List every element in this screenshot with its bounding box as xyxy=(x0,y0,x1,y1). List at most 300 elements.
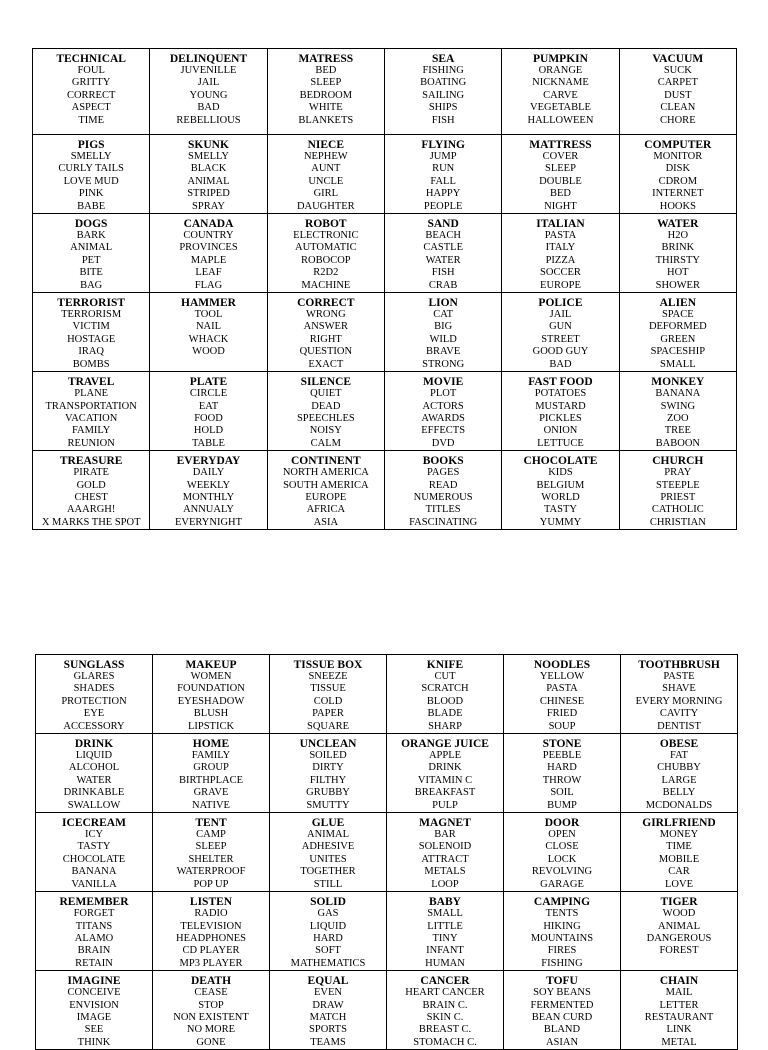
card-word: FORGET xyxy=(73,908,115,920)
card-word: HUMAN xyxy=(425,957,465,969)
card-word: ANIMAL xyxy=(658,920,700,932)
taboo-card xyxy=(150,293,267,372)
taboo-card xyxy=(33,293,150,372)
card-title: MAKEUP xyxy=(185,659,237,671)
card-word: BLOOD xyxy=(426,695,464,707)
card-word: EUROPE xyxy=(305,491,347,503)
card-title: TIGER xyxy=(660,896,698,909)
card-word: CHEST xyxy=(74,491,108,503)
card-word: TASTY xyxy=(77,841,111,853)
taboo-card xyxy=(387,734,504,813)
card-word: TIME xyxy=(78,114,104,126)
card-word: DISK xyxy=(665,163,691,175)
card-word: NUMEROUS xyxy=(413,491,473,503)
card-word: TIME xyxy=(666,841,692,853)
card-title: OBESE xyxy=(659,738,699,751)
card-word: SOILED xyxy=(309,750,347,762)
card-row xyxy=(33,451,737,530)
card-word: TISSUE xyxy=(310,683,346,695)
card-word: HARD xyxy=(313,932,343,944)
card-title: MAGNET xyxy=(419,817,471,830)
card-word: EVEN xyxy=(314,987,342,999)
card-word: BARK xyxy=(76,230,106,242)
card-word: R2D2 xyxy=(313,267,339,279)
card-word: X MARKS THE SPOT xyxy=(41,516,141,528)
card-word: KIDS xyxy=(548,467,573,479)
card-word: CHOCOLATE xyxy=(62,853,126,865)
card-word: DRAW xyxy=(312,999,344,1011)
card-word: GRITTY xyxy=(71,77,111,89)
card-word: MOUNTAINS xyxy=(530,932,594,944)
card-word: SLEEP xyxy=(310,77,342,89)
card-word: SOUTH AMERICA xyxy=(283,479,369,491)
card-word: MAPLE xyxy=(190,254,227,266)
card-word: CATHOLIC xyxy=(651,504,704,516)
card-word: WILD xyxy=(429,333,457,345)
card-word: BLANKETS xyxy=(298,114,354,126)
card-word: FAMILY xyxy=(191,750,231,762)
card-word: RADIO xyxy=(194,908,228,920)
taboo-card xyxy=(621,892,738,971)
card-title: CANADA xyxy=(183,218,234,231)
card-word: PROTECTION xyxy=(61,695,127,707)
card-word: TASTY xyxy=(543,504,577,516)
card-title: DOGS xyxy=(74,218,108,231)
card-title: NIECE xyxy=(307,139,345,151)
card-word: MONTHLY xyxy=(182,491,235,503)
card-word: REBELLIOUS xyxy=(176,114,241,126)
card-word: WHACK xyxy=(188,333,229,345)
card-word: SHOWER xyxy=(655,279,700,291)
card-word: AFRICA xyxy=(306,504,346,516)
card-title: LION xyxy=(428,297,458,310)
card-title: PLATE xyxy=(189,376,228,389)
taboo-card xyxy=(33,214,150,293)
card-word: BRAIN C. xyxy=(422,999,468,1011)
card-word: ANNUALY xyxy=(183,504,234,516)
card-word: WRONG xyxy=(305,309,346,321)
card-word: METAL xyxy=(661,1036,697,1048)
card-title: TOFU xyxy=(546,975,578,988)
taboo-card xyxy=(621,971,738,1050)
taboo-card xyxy=(153,971,270,1050)
taboo-card xyxy=(384,451,501,530)
card-word: ALAMO xyxy=(74,932,114,944)
card-word: CALM xyxy=(310,437,341,449)
card-word: SOFT xyxy=(315,945,341,957)
taboo-card xyxy=(33,49,150,135)
card-word: WORLD xyxy=(541,491,580,503)
card-word: VACATION xyxy=(65,412,118,424)
card-word: CUT xyxy=(434,671,456,682)
taboo-card xyxy=(267,49,384,135)
card-word: LEAF xyxy=(195,267,222,279)
card-word: SQUARE xyxy=(306,720,349,732)
card-word: LOCK xyxy=(547,853,577,865)
taboo-card xyxy=(502,214,619,293)
card-word: NOISY xyxy=(309,425,342,437)
card-word: CASTLE xyxy=(423,242,463,254)
card-word: CLEAN xyxy=(660,102,696,114)
taboo-card xyxy=(504,971,621,1050)
card-word: MONITOR xyxy=(653,151,703,162)
card-word: NIGHT xyxy=(544,200,577,212)
card-word: GONE xyxy=(196,1036,226,1048)
card-title: HAMMER xyxy=(181,297,236,310)
card-word: ANIMAL xyxy=(70,242,113,254)
card-word: NAIL xyxy=(195,321,222,333)
taboo-card xyxy=(504,892,621,971)
taboo-card xyxy=(153,813,270,892)
card-word: EXACT xyxy=(308,358,344,370)
card-word: TOGETHER xyxy=(300,866,356,878)
card-word: PET xyxy=(81,254,101,266)
card-word: NORTH AMERICA xyxy=(282,467,369,479)
taboo-card xyxy=(504,655,621,734)
card-word: SCRATCH xyxy=(421,683,469,695)
card-word: CEASE xyxy=(194,987,228,999)
taboo-card xyxy=(267,451,384,530)
card-title: CHOCOLATE xyxy=(523,455,598,468)
card-word: VICTIM xyxy=(72,321,110,333)
taboo-card xyxy=(384,135,501,214)
card-word: COVER xyxy=(542,151,579,162)
taboo-card xyxy=(387,971,504,1050)
card-word: POTATOES xyxy=(534,388,587,400)
card-title: SOLID xyxy=(310,896,346,909)
taboo-card xyxy=(150,214,267,293)
card-row xyxy=(36,813,738,892)
card-word: LIPSTICK xyxy=(187,720,235,732)
card-word: YELLOW xyxy=(539,671,585,682)
taboo-card xyxy=(502,293,619,372)
taboo-card xyxy=(387,892,504,971)
taboo-card xyxy=(384,372,501,451)
card-word: CHUBBY xyxy=(657,762,701,774)
card-row xyxy=(36,892,738,971)
card-title: UNCLEAN xyxy=(299,738,357,751)
card-word: DOUBLE xyxy=(539,175,582,187)
card-word: TOOL xyxy=(194,309,223,321)
card-word: SHARP xyxy=(428,720,462,732)
taboo-card xyxy=(270,971,387,1050)
card-word: CARPET xyxy=(657,77,698,89)
card-word: WATER xyxy=(425,254,461,266)
card-word: DVD xyxy=(431,437,455,449)
card-word: BRAIN xyxy=(77,945,111,957)
card-title: ALIEN xyxy=(659,297,697,310)
card-word: FLAG xyxy=(194,279,223,291)
card-word: WOOD xyxy=(662,908,696,920)
card-word: SHAVE xyxy=(662,683,696,695)
taboo-card xyxy=(270,892,387,971)
card-word: SOCCER xyxy=(540,267,581,279)
card-row xyxy=(33,293,737,372)
card-word: BABOON xyxy=(655,437,700,449)
card-word: REUNION xyxy=(67,437,115,449)
card-word: UNITES xyxy=(309,853,347,865)
card-word: STREET xyxy=(541,333,580,345)
card-word: SMUTTY xyxy=(306,799,350,811)
card-word: DAILY xyxy=(192,467,225,479)
card-word: POP UP xyxy=(193,878,229,890)
card-word: YOUNG xyxy=(189,89,228,101)
card-word: PINK xyxy=(78,188,104,200)
card-word: PASTE xyxy=(663,671,695,682)
card-word: BOMBS xyxy=(72,358,110,370)
card-title: CHURCH xyxy=(652,455,704,468)
card-word: NO MORE xyxy=(186,1024,236,1036)
card-word: RETAIN xyxy=(75,957,113,969)
card-word: BELGIUM xyxy=(536,479,585,491)
card-word: CIRCLE xyxy=(189,388,228,400)
card-word: CAVITY xyxy=(659,708,699,720)
card-word: VEGETABLE xyxy=(529,102,591,114)
taboo-card xyxy=(33,135,150,214)
card-word: FALL xyxy=(430,175,456,187)
card-word: IRAQ xyxy=(78,346,104,358)
card-word: BIG xyxy=(434,321,453,333)
card-word: PAPER xyxy=(312,708,344,720)
card-word: MACHINE xyxy=(301,279,351,291)
card-word: TITLES xyxy=(425,504,461,516)
card-word: CAR xyxy=(668,866,690,878)
card-word: SKIN C. xyxy=(426,1011,464,1023)
card-word: PRIEST xyxy=(660,491,696,503)
card-word: FISH xyxy=(431,267,455,279)
card-word: CRAB xyxy=(428,279,458,291)
card-word: CORRECT xyxy=(66,89,116,101)
card-word: WOOD xyxy=(192,346,225,358)
card-word: PAGES xyxy=(427,467,460,479)
taboo-card xyxy=(384,49,501,135)
card-word: STILL xyxy=(313,878,343,890)
card-word: SPRAY xyxy=(192,200,225,212)
card-word: BLACK xyxy=(190,163,227,175)
card-word: YUMMY xyxy=(539,516,582,528)
card-word: GOOD GUY xyxy=(532,346,589,358)
card-word: PASTA xyxy=(546,683,578,695)
card-word: CD PLAYER xyxy=(182,945,240,957)
card-word: GIRL xyxy=(313,188,339,200)
taboo-card xyxy=(502,451,619,530)
card-word: LOOP xyxy=(431,878,459,890)
card-word: BEDROOM xyxy=(299,89,353,101)
card-word: FISHING xyxy=(541,957,583,969)
taboo-card xyxy=(384,214,501,293)
taboo-card xyxy=(270,655,387,734)
taboo-card xyxy=(150,451,267,530)
card-word: BABE xyxy=(77,200,106,212)
card-word: VANILLA xyxy=(71,878,117,890)
card-word: SAILING xyxy=(422,89,465,101)
card-word: BAR xyxy=(434,829,456,841)
card-word: ENVISION xyxy=(69,999,119,1011)
card-word: SMELLY xyxy=(188,151,229,162)
card-word: CHORE xyxy=(660,114,696,126)
card-word: LITTLE xyxy=(427,920,463,932)
card-row xyxy=(36,971,738,1050)
taboo-card xyxy=(504,734,621,813)
card-title: WATER xyxy=(657,218,699,231)
card-title: TOOTHBRUSH xyxy=(638,659,720,671)
card-word: MATHEMATICS xyxy=(290,957,366,969)
card-word: BED xyxy=(315,65,337,76)
card-word: PROVINCES xyxy=(179,242,238,254)
card-title: EQUAL xyxy=(307,975,349,988)
taboo-card xyxy=(619,214,736,293)
card-title: TECHNICAL xyxy=(56,53,126,65)
card-word: DRINK xyxy=(428,762,462,774)
card-title: NOODLES xyxy=(533,659,591,671)
card-word: SMELLY xyxy=(70,151,112,162)
taboo-card xyxy=(153,655,270,734)
card-word: EVERYNIGHT xyxy=(174,516,243,528)
card-word: TERRORISM xyxy=(61,309,122,321)
card-title: HOME xyxy=(192,738,230,751)
card-title: TISSUE BOX xyxy=(293,659,363,671)
card-word: BEACH xyxy=(425,230,461,242)
taboo-card xyxy=(36,655,153,734)
card-word: BITE xyxy=(79,267,103,279)
taboo-card xyxy=(502,372,619,451)
card-word: WEEKLY xyxy=(186,479,231,491)
card-word: PLOT xyxy=(430,388,457,400)
card-word: PULP xyxy=(432,799,458,811)
card-word: COUNTRY xyxy=(183,230,234,242)
card-title: KNIFE xyxy=(426,659,464,671)
card-title: SEA xyxy=(431,53,455,65)
card-word: TABLE xyxy=(191,437,225,449)
card-word: BED xyxy=(549,188,571,200)
card-word: OPEN xyxy=(548,829,576,841)
card-word: LOVE MUD xyxy=(63,175,119,187)
card-word: MP3 PLAYER xyxy=(179,957,243,969)
card-word: ZOO xyxy=(667,412,689,424)
taboo-card xyxy=(36,813,153,892)
card-word: GAS xyxy=(317,908,339,920)
card-word: BAG xyxy=(80,279,103,291)
taboo-card xyxy=(153,734,270,813)
card-title: MATRESS xyxy=(298,53,354,65)
card-word: JUVENILLE xyxy=(180,65,237,76)
card-title: BABY xyxy=(429,896,461,909)
card-word: JAIL xyxy=(549,309,572,321)
card-word: STRONG xyxy=(422,358,465,370)
card-word: BREAST C. xyxy=(418,1024,472,1036)
card-word: FAT xyxy=(670,750,688,762)
card-word: TITANS xyxy=(75,920,113,932)
card-word: FOREST xyxy=(659,945,699,957)
card-word: EAT xyxy=(198,400,219,412)
card-word: LARGE xyxy=(661,774,697,786)
card-word: PICKLES xyxy=(539,412,582,424)
card-word: PLANE xyxy=(74,388,109,400)
card-word: BAD xyxy=(197,102,220,114)
card-word: SPEECHLES xyxy=(296,412,355,424)
card-word: QUIET xyxy=(310,388,342,400)
card-title: TERRORIST xyxy=(57,297,126,310)
taboo-card xyxy=(619,293,736,372)
taboo-card xyxy=(267,214,384,293)
card-title: FLYING xyxy=(421,139,465,151)
card-word: FASCINATING xyxy=(409,516,478,528)
card-word: FOUL xyxy=(77,65,105,76)
card-word: H2O xyxy=(667,230,689,242)
card-sheet-top xyxy=(32,48,737,530)
card-word: NON EXISTENT xyxy=(173,1011,249,1023)
card-word: STOMACH C. xyxy=(413,1036,477,1048)
card-word: BELLY xyxy=(662,787,696,799)
card-word: CDROM xyxy=(658,175,698,187)
card-title: ICECREAM xyxy=(62,817,126,830)
card-word: COLD xyxy=(313,695,343,707)
card-title: DELINQUENT xyxy=(169,53,248,65)
taboo-card xyxy=(36,892,153,971)
card-word: ATTRACT xyxy=(421,853,469,865)
card-word: THROW xyxy=(542,774,582,786)
card-word: INFANT xyxy=(426,945,464,957)
card-word: ANIMAL xyxy=(187,175,230,187)
taboo-card xyxy=(150,372,267,451)
card-word: TINY xyxy=(432,932,458,944)
card-word: AAARGH! xyxy=(66,504,116,516)
card-word: VITAMIN C xyxy=(417,774,473,786)
card-title: PUMPKIN xyxy=(533,53,588,65)
card-word: IMAGE xyxy=(76,1011,112,1023)
card-word: SMALL xyxy=(660,358,696,370)
card-word: EUROPE xyxy=(540,279,581,291)
card-word: BLAND xyxy=(543,1024,581,1036)
card-word: ASIA xyxy=(313,516,339,528)
card-title: SAND xyxy=(427,218,459,231)
card-word: PEOPLE xyxy=(423,200,463,212)
card-word: REVOLVING xyxy=(531,866,593,878)
taboo-card xyxy=(621,655,738,734)
taboo-card xyxy=(504,813,621,892)
card-word: SOY BEANS xyxy=(533,987,591,999)
card-word: FISHING xyxy=(422,65,464,76)
card-word: ANSWER xyxy=(303,321,348,333)
card-word: SPORTS xyxy=(309,1024,347,1036)
card-title: TRAVEL xyxy=(67,376,115,389)
taboo-card xyxy=(502,49,619,135)
card-word: GLARES xyxy=(73,671,115,682)
card-word: TEAMS xyxy=(310,1036,346,1048)
card-word: UNCLE xyxy=(308,175,344,187)
card-word: RESTAURANT xyxy=(644,1011,714,1023)
card-word: TENTS xyxy=(545,908,579,920)
card-word: BLADE xyxy=(427,708,463,720)
card-word: METALS xyxy=(424,866,466,878)
taboo-card xyxy=(33,372,150,451)
card-word: FERMENTED xyxy=(530,999,594,1011)
card-word: LETTER xyxy=(659,999,699,1011)
card-word: ACTORS xyxy=(422,400,464,412)
card-title: TENT xyxy=(195,817,227,830)
card-word: MATCH xyxy=(309,1011,347,1023)
card-word: FILTHY xyxy=(309,774,347,786)
card-word: ACCESSORY xyxy=(63,720,125,732)
card-title: SUNGLASS xyxy=(63,659,125,671)
card-word: MONEY xyxy=(659,829,699,841)
card-word: PIRATE xyxy=(73,467,109,479)
card-word: WATERPROOF xyxy=(176,866,246,878)
card-word: ICY xyxy=(84,829,104,841)
card-word: AWARDS xyxy=(421,412,465,424)
card-row xyxy=(36,655,738,734)
card-title: BOOKS xyxy=(422,455,464,468)
